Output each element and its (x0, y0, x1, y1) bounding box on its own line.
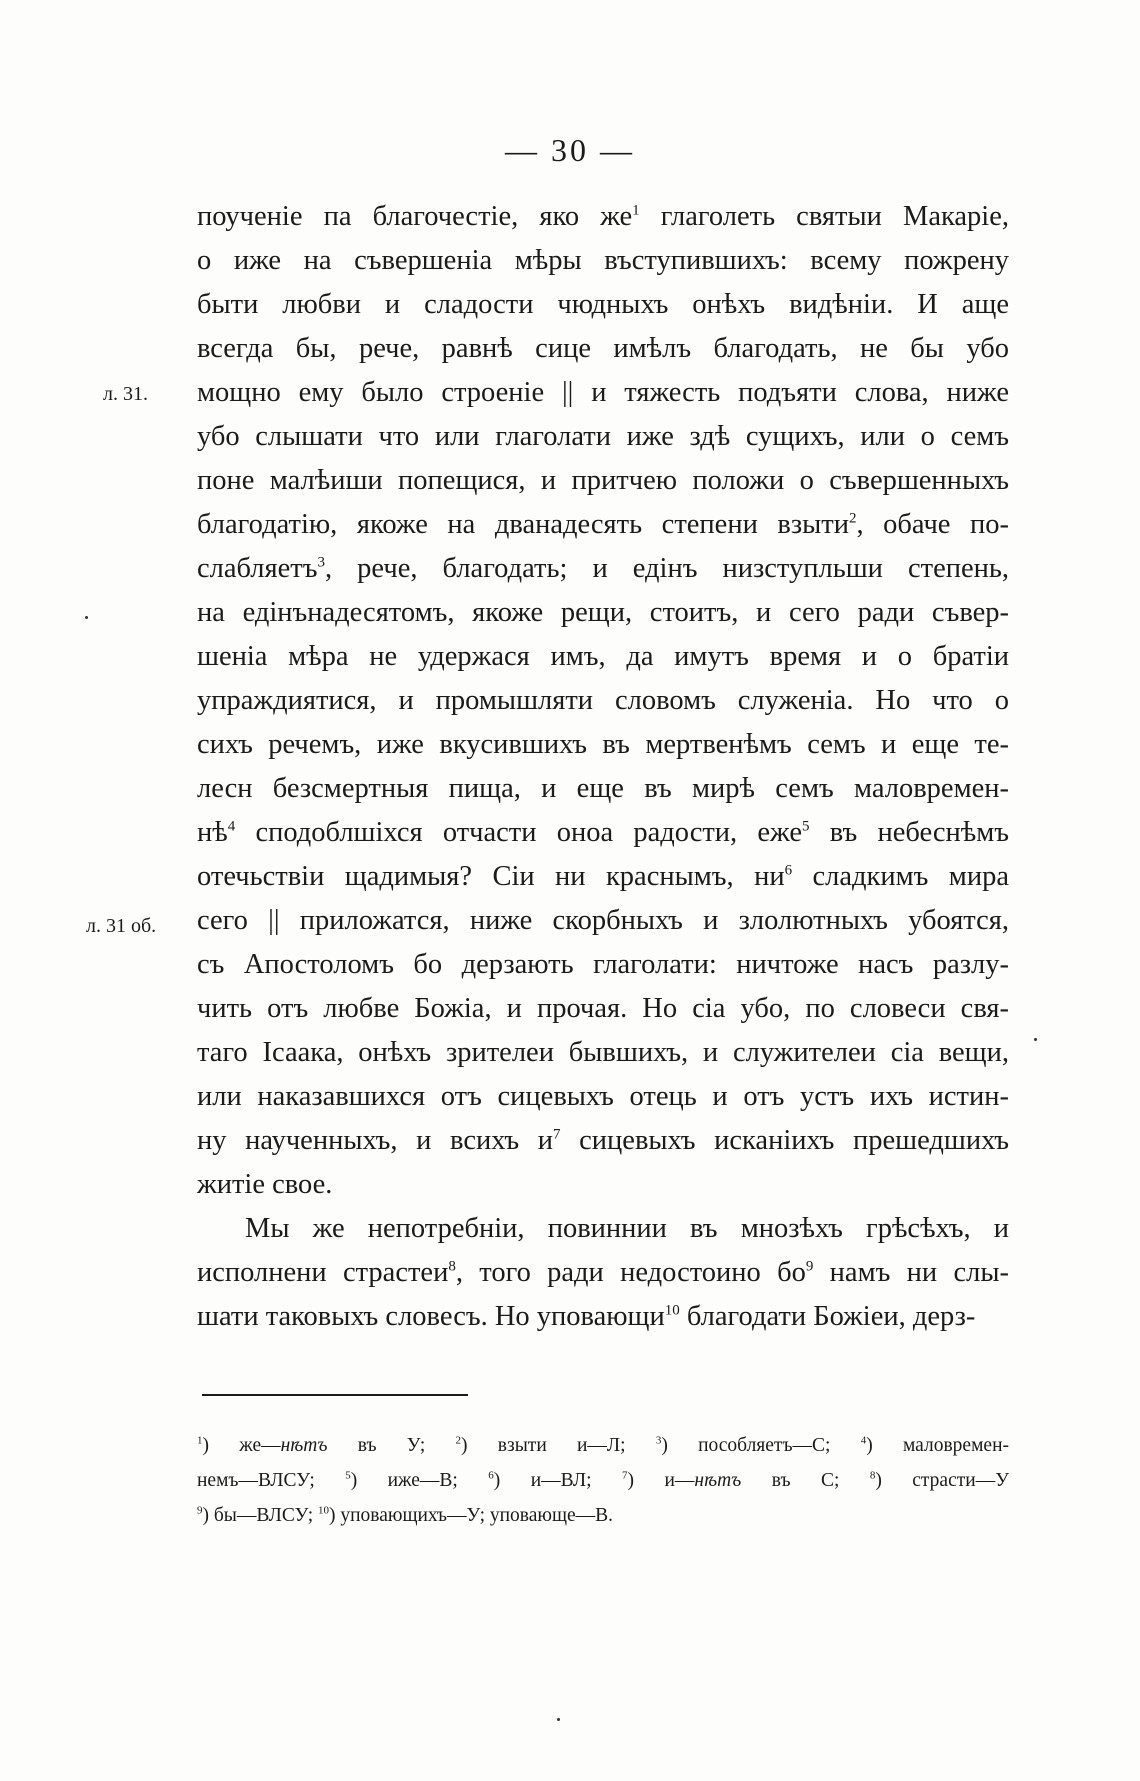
text-run: мощно ему было строеніе || и тяжесть подъяти слова, ниже (197, 377, 1009, 408)
footnote-text: ) взыти и—Л; (461, 1435, 656, 1456)
footnotes (197, 1428, 1009, 1533)
footnote-number: 4 (860, 1434, 867, 1447)
text-run: Мы же непотребніи, повиннии въ мнозѣхъ грѣсѣхъ, и (245, 1213, 1009, 1244)
footnote-italic: нѣтъ (280, 1435, 328, 1456)
footnote-marker: 7 (553, 1126, 561, 1143)
text-run: на едінънадесятомъ, якоже рещи, стоитъ, и сего ради съвер- (197, 597, 1009, 628)
text-line (197, 1207, 1009, 1251)
text-line (197, 415, 1009, 459)
text-line (197, 1251, 1009, 1295)
footnote-number: 1 (197, 1434, 203, 1447)
footnote-marker: 4 (227, 818, 236, 835)
text-line (197, 1295, 1009, 1339)
text-line (197, 547, 1009, 591)
footnote-italic: нѣтъ (694, 1470, 742, 1491)
text-run: о иже на съвершеніа мѣры въступившихъ: всему пожрену (197, 245, 1009, 276)
body-text (197, 195, 1009, 1339)
text-line (197, 811, 1009, 855)
text-run: отечьствіи щадимыя? Сіи ни краснымъ, ни (197, 861, 785, 892)
footnote-text: ) страсти—У (875, 1470, 1009, 1491)
text-run: всегда бы, рече, равнѣ сице имѣлъ благодать, не бы убо (197, 333, 1009, 364)
text-line (197, 767, 1009, 811)
text-line (197, 195, 1009, 239)
text-line (197, 987, 1009, 1031)
footnote-number: 2 (455, 1434, 462, 1447)
text-run: исполнени страстеи (197, 1257, 449, 1288)
text-line (197, 723, 1009, 767)
footnote-number: 3 (655, 1434, 662, 1447)
text-line (197, 371, 1009, 415)
speck-mark (557, 1718, 560, 1721)
text-line (197, 239, 1009, 283)
text-run: поученіе па благочестіе, яко же (197, 201, 633, 232)
footnote-line (197, 1428, 1009, 1463)
footnote-line (197, 1498, 1009, 1533)
text-run: таго Ісаака, онѣхъ зрителеи бывшихъ, и служителеи сіа вещи, (197, 1037, 1009, 1068)
footnote-text: ) иже—В; (350, 1470, 489, 1491)
text-run: сподоблшіхся отчасти оноа радости, еже (235, 817, 803, 848)
text-run: благодатію, якоже на дванадесять степени взыти (197, 509, 849, 540)
text-line (197, 899, 1009, 943)
text-run: въ небеснѣмъ (809, 817, 1009, 848)
text-run: , того ради недостоино бо (455, 1257, 806, 1288)
footnote-marker: 9 (805, 1258, 814, 1275)
footnote-text: ) бы—ВЛСУ; (202, 1505, 318, 1526)
text-run: шати таковыхъ словесъ. Но уповающи (197, 1301, 665, 1332)
text-run: сихъ речемъ, иже вкусившихъ въ мертвенѣмъ семъ и еще те- (197, 729, 1009, 760)
text-run: съ Апостоломъ бо дерзають глаголати: ничтоже насъ разлу- (197, 949, 1009, 980)
text-line (197, 459, 1009, 503)
text-line (197, 283, 1009, 327)
footnote-text: въ С; (741, 1470, 870, 1491)
footnote-marker: 1 (632, 202, 640, 219)
footnote-text: ) уповающихъ—У; уповающе—В. (329, 1505, 614, 1526)
text-line (197, 327, 1009, 371)
footnote-line (197, 1463, 1009, 1498)
text-run: глаголеть святыи Макаріе, (639, 201, 1009, 232)
text-line (197, 1075, 1009, 1119)
footnote-number: 8 (869, 1469, 876, 1482)
text-line (197, 855, 1009, 899)
footnote-marker: 8 (448, 1258, 456, 1275)
footnote-text: въ У; (327, 1435, 456, 1456)
footnote-number: 6 (488, 1469, 494, 1482)
footnote-marker: 5 (802, 818, 810, 835)
text-run: , обаче по- (856, 509, 1009, 540)
footnote-marker: 3 (317, 554, 325, 571)
text-run: благодати Божіеи, дерз- (679, 1301, 976, 1332)
text-line (197, 1163, 1009, 1207)
footnote-marker: 6 (784, 862, 793, 879)
text-run: шеніа мѣра не удержася имъ, да имутъ время и о братіи (197, 641, 1009, 672)
margin-note-folio: л. 31. (103, 383, 148, 405)
footnote-number: 5 (345, 1469, 351, 1482)
text-line (197, 635, 1009, 679)
footnote-rule (202, 1394, 468, 1396)
text-run: нѣ (197, 817, 228, 848)
text-run: ну наученныхъ, и всихъ и (197, 1125, 554, 1156)
speck-mark (85, 616, 88, 619)
text-run: житіе свое. (197, 1169, 333, 1200)
footnote-text: ) и— (627, 1470, 695, 1491)
footnote-marker: 10 (664, 1302, 680, 1319)
text-line (197, 1119, 1009, 1163)
footnote-marker: 2 (848, 510, 857, 527)
text-run: лесн безсмертныя пища, и еще въ мирѣ семъ маловремен- (197, 773, 1009, 804)
footnote-text: ) маловремен- (866, 1435, 1010, 1456)
footnote-number: 9 (197, 1504, 203, 1517)
footnote-number: 7 (622, 1469, 628, 1482)
text-run: упраждиятися, и промышляти словомъ служеніа. Но что о (197, 685, 1009, 716)
text-run: , рече, благодать; и едінъ низступльши степень, (325, 553, 1009, 584)
text-line (197, 943, 1009, 987)
text-run: сего || приложатся, ниже скорбныхъ и злолютныхъ убоятся, (197, 905, 1009, 936)
page-number: — 30 — (505, 132, 635, 168)
footnote-text: ) же— (202, 1435, 281, 1456)
footnote-number: 10 (318, 1504, 329, 1517)
text-run: намъ ни слы- (813, 1257, 1009, 1288)
margin-note-folio-verso: л. 31 об. (86, 915, 157, 937)
text-run: чить отъ любве Божіа, и прочая. Но сіа убо, по словеси свя- (197, 993, 1009, 1024)
text-run: слабляетъ (197, 553, 318, 584)
text-line (197, 679, 1009, 723)
footnote-text: немъ—ВЛСУ; (197, 1470, 346, 1491)
text-run: быти любви и сладости чюдныхъ онѣхъ видѣніи. И аще (197, 289, 1009, 320)
text-line (197, 1031, 1009, 1075)
text-run: или наказавшихся отъ сицевыхъ отець и отъ устъ ихъ истин- (197, 1081, 1009, 1112)
footnote-text: ) пособляетъ—С; (661, 1435, 861, 1456)
text-line (197, 503, 1009, 547)
text-run: сицевыхъ исканіихъ прешедшихъ (560, 1125, 1009, 1156)
text-run: убо слышати что или глаголати иже здѣ сущихъ, или о семъ (197, 421, 1009, 452)
text-run: сладкимъ мира (792, 861, 1009, 892)
footnote-text: ) и—ВЛ; (493, 1470, 623, 1491)
text-line (197, 591, 1009, 635)
text-run: поне малѣиши попещися, и притчею положи о съвершенныхъ (197, 465, 1009, 496)
speck-mark (1034, 1038, 1037, 1041)
